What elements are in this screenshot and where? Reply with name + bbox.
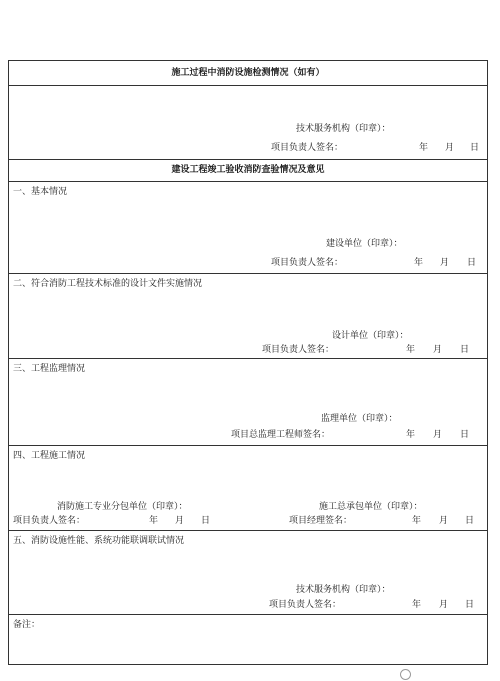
design-year: 年	[406, 345, 416, 355]
supervision-unit-seal: 监理单位（印章）：	[321, 414, 398, 424]
supervision-section	[9, 358, 487, 445]
construction-left-sign: 项目负责人签名：	[13, 516, 86, 526]
construction-main-contractor-seal: 施工总承包单位（印章）：	[319, 502, 423, 512]
detection-month: 月	[445, 143, 455, 153]
testing-section	[9, 530, 487, 614]
detection-title-row	[9, 61, 487, 85]
design-leader-sign: 项目负责人签名：	[262, 345, 335, 355]
construction-right-sign: 项目经理签名：	[289, 516, 353, 526]
wechat-icon	[400, 669, 411, 680]
design-heading: 二、符合消防工程技术标准的设计文件实施情况	[13, 279, 203, 289]
construction-left-day: 日	[201, 516, 211, 526]
construction-left-year: 年	[149, 516, 159, 526]
testing-month: 月	[439, 600, 449, 610]
design-day: 日	[460, 345, 470, 355]
supervision-heading: 三、工程监理情况	[13, 364, 86, 374]
detection-day: 日	[470, 143, 480, 153]
construction-left-month: 月	[175, 516, 185, 526]
basic-year: 年	[414, 258, 424, 268]
testing-leader-sign: 项目负责人签名：	[269, 600, 342, 610]
supervision-day: 日	[460, 430, 470, 440]
construction-right-day: 日	[465, 516, 475, 526]
construction-subcontractor-seal: 消防施工专业分包单位（印章）：	[57, 502, 188, 512]
construction-section	[9, 445, 487, 530]
detection-title: 施工过程中消防设施检测情况（如有）	[171, 68, 325, 78]
basic-heading: 一、基本情况	[13, 187, 68, 197]
basic-month: 月	[440, 258, 450, 268]
supervision-leader-sign: 项目总监理工程师签名：	[231, 430, 331, 440]
detection-agency-seal: 技术服务机构（印章）：	[296, 124, 391, 134]
testing-day: 日	[465, 600, 475, 610]
construction-right-year: 年	[412, 516, 422, 526]
detection-section	[9, 85, 487, 159]
acceptance-title: 建设工程竣工验收消防查验情况及意见	[171, 165, 325, 175]
design-month: 月	[433, 345, 443, 355]
detection-leader-sign: 项目负责人签名：	[271, 143, 344, 153]
construction-heading: 四、工程施工情况	[13, 451, 86, 461]
supervision-month: 月	[433, 430, 443, 440]
basic-day: 日	[467, 258, 477, 268]
fire-acceptance-form	[8, 60, 488, 665]
testing-heading: 五、消防设施性能、系统功能联调联试情况	[13, 536, 185, 546]
testing-year: 年	[412, 600, 422, 610]
detection-year: 年	[419, 143, 429, 153]
construction-right-month: 月	[439, 516, 449, 526]
basic-leader-sign: 项目负责人签名：	[271, 258, 344, 268]
basic-section	[9, 181, 487, 273]
acceptance-title-row	[9, 159, 487, 181]
supervision-year: 年	[406, 430, 416, 440]
design-section	[9, 273, 487, 358]
design-unit-seal: 设计单位（印章）：	[332, 331, 409, 341]
remarks-label: 备注：	[13, 620, 41, 630]
remarks-section	[9, 614, 487, 665]
basic-unit-seal: 建设单位（印章）：	[326, 239, 403, 249]
watermark	[400, 669, 414, 680]
testing-agency-seal: 技术服务机构（印章）：	[296, 585, 391, 595]
